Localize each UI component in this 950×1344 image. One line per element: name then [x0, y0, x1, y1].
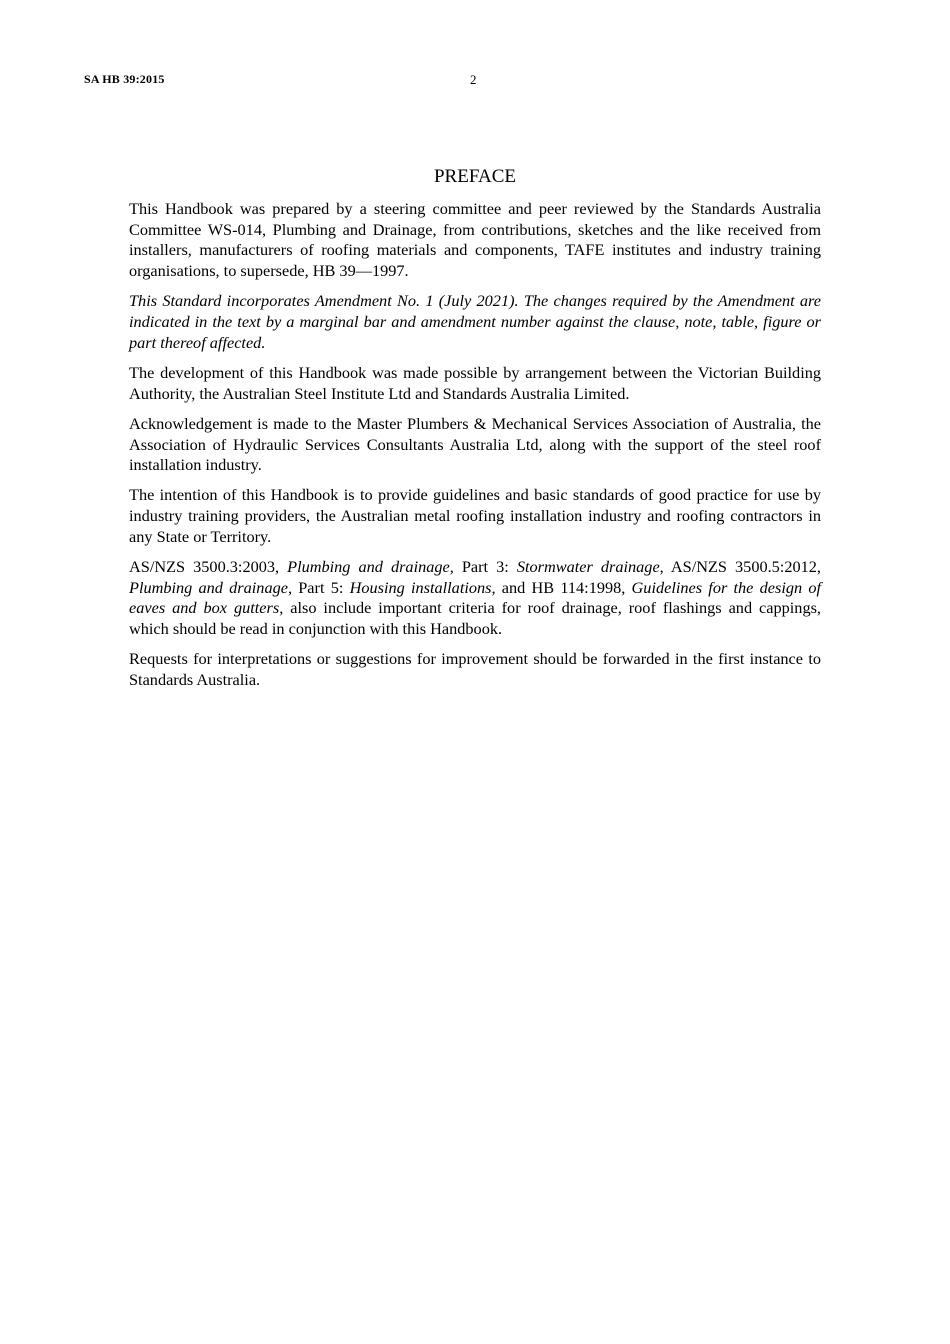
ref3-code: HB 114:1998,: [531, 577, 632, 597]
preface-paragraph-3: The development of this Handbook was made possible by arrangement between the Victorian Building Authority, the Australian Steel Institute Ltd and Standards Australia Limited.: [129, 362, 821, 403]
requests-paragraph: Requests for interpretations or suggestions for improvement should be forwarded in the first instance to Standards Australia.: [129, 649, 821, 690]
amendment-note: This Standard incorporates Amendment No. 1 (July 2021). The changes required by the Amendment are indicated in the text by a marginal bar and amendment number against the clause, note, table, figure or part thereof affected.: [129, 291, 821, 352]
page-title: PREFACE: [433, 166, 516, 187]
ref1-part-title: Stormwater drainage: [516, 557, 660, 577]
ref2-code: AS/NZS 3500.5:2012,: [670, 557, 821, 577]
acknowledgement-paragraph: Acknowledgement is made to the Master Plumbers & Mechanical Services Association of Australia, the Association of Hydraulic Services Consultants Australia Ltd, along with the support of the steel roof installation industry.: [129, 413, 821, 475]
ref1-title: Plumbing and drainage,: [287, 557, 454, 577]
ref-separator-1: ,: [659, 557, 671, 577]
page-number: 2: [470, 72, 477, 87]
document-code: SA HB 39:2015: [84, 72, 165, 86]
intention-paragraph: The intention of this Handbook is to provide guidelines and basic standards of good practice for use by industry training providers, the Australian metal roofing installation industry and roofing contractors in any State or Territory.: [129, 485, 821, 546]
references-paragraph: [129, 557, 821, 640]
ref2-part-title: Housing installations,: [349, 577, 496, 597]
ref2-title: Plumbing and drainage,: [129, 577, 293, 597]
preface-paragraph-1: This Handbook was prepared by a steering committee and peer reviewed by the Standards Australia Committee WS-014, Plumbing and Drainage, from contributions, sketches and the like received from installers, manufacturers of roofing materials and components, TAFE institutes and industry training organisations, to supersede, HB 39—1997.: [129, 199, 821, 281]
references-tail: , also include important criteria for roof drainage, roof flashings and cappings, which should be read in conjunction with this Handbook.: [129, 598, 821, 639]
ref1-code: AS/NZS 3500.3:2003,: [129, 557, 288, 577]
ref-separator-2: and: [495, 577, 532, 597]
ref3-title: Guidelines for the design of eaves and box gutters: [129, 577, 822, 618]
preface-section: [129, 165, 821, 700]
ref2-part: Part 5:: [292, 577, 350, 597]
ref1-part: Part 3:: [453, 557, 517, 577]
